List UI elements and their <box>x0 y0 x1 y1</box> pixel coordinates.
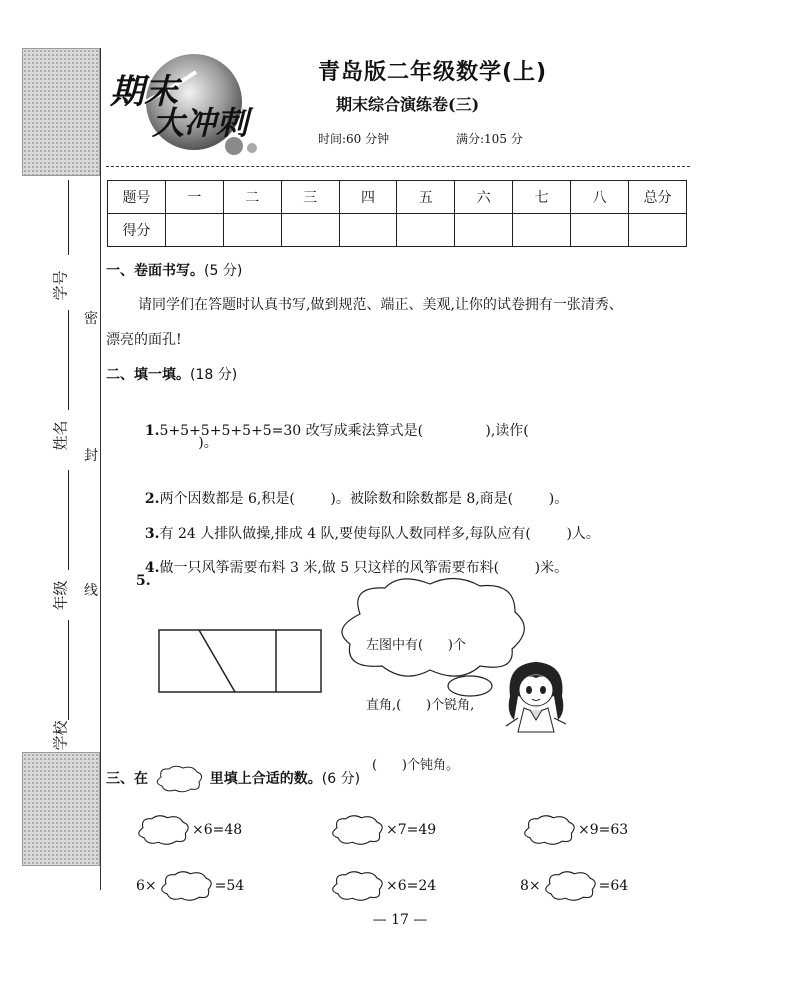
girl-illustration <box>496 656 576 734</box>
name-label: 姓名 <box>51 420 70 451</box>
answer-cloud[interactable] <box>328 870 386 902</box>
cloud-shape-icon <box>153 765 205 793</box>
question-2-text: 两个因数都是 6,积是( )。被除数和除数都是 8,商是( )。 <box>159 491 569 507</box>
grade-label: 年级 <box>51 580 70 611</box>
answer-cloud[interactable] <box>328 814 386 846</box>
equation-6 <box>520 870 628 902</box>
score-cell[interactable] <box>513 214 571 247</box>
score-table-score-row <box>108 214 687 247</box>
equation-2 <box>328 814 436 846</box>
exam-full-score: 满分:105 分 <box>456 132 523 146</box>
question-4-number: 4. <box>144 560 160 576</box>
angle-figure <box>150 620 330 700</box>
equation-1-text: ×6=48 <box>192 822 243 838</box>
equation-3-text: ×9=63 <box>578 822 629 838</box>
equation-3 <box>520 814 628 846</box>
grade-line <box>68 470 69 570</box>
section1-title: 一、卷面书写。 <box>106 263 204 279</box>
bubble-text <box>366 596 474 796</box>
score-table-header-row <box>108 181 687 214</box>
margin-pattern-bottom <box>22 752 100 866</box>
score-cell[interactable] <box>455 214 513 247</box>
score-header-cell: 题号 <box>108 181 166 214</box>
seal-xian: 线 <box>84 583 98 599</box>
seal-feng: 封 <box>84 448 98 464</box>
score-header-cell: 八 <box>571 181 629 214</box>
equation-5 <box>328 870 436 902</box>
answer-cloud[interactable] <box>134 814 192 846</box>
section2-title: 二、填一填。 <box>106 367 190 383</box>
score-cell[interactable] <box>629 214 687 247</box>
logo-text-1: 期末 <box>110 72 178 112</box>
score-row-label: 得分 <box>108 214 166 247</box>
question-5-number: 5. <box>136 573 151 589</box>
equation-6-post: =64 <box>598 878 629 894</box>
page-subtitle: 期末综合演练卷(三) <box>336 95 480 114</box>
school-label: 学校 <box>51 720 70 751</box>
question-1-number: 1. <box>144 423 160 439</box>
equation-5-text: ×6=24 <box>386 878 437 894</box>
score-header-cell: 七 <box>513 181 571 214</box>
question-1-line2: )。 <box>136 435 218 451</box>
answer-cloud[interactable] <box>520 814 578 846</box>
equation-4-post: =54 <box>214 878 245 894</box>
question-1-line1: 5+5+5+5+5+5=30 改写成乘法算式是( ),读作( <box>159 423 529 439</box>
equation-6-pre: 8× <box>520 878 541 894</box>
section2-points: (18 分) <box>190 367 238 383</box>
score-cell[interactable] <box>571 214 629 247</box>
logo-text-2: 大冲刺 <box>152 104 249 142</box>
question-4-text: 做一只风筝需要布料 3 米,做 5 只这样的风筝需要布料( )米。 <box>159 560 569 576</box>
binding-line <box>100 48 101 890</box>
question-3-number: 3. <box>144 526 160 542</box>
score-cell[interactable] <box>397 214 455 247</box>
score-header-cell: 四 <box>339 181 397 214</box>
section3-title-pre: 三、在 <box>106 771 148 787</box>
section1-heading <box>106 260 242 280</box>
score-cell[interactable] <box>165 214 223 247</box>
score-header-cell: 六 <box>455 181 513 214</box>
section3-title-post: 里填上合适的数。 <box>209 771 322 787</box>
school-line <box>68 620 69 720</box>
margin-pattern-top <box>22 48 100 176</box>
bubble-line-2: 直角,( )个锐角, <box>366 698 475 713</box>
answer-cloud[interactable] <box>541 870 599 902</box>
section1-text-line1: 请同学们在答题时认真书写,做到规范、端正、美观,让你的试卷拥有一张清秀、 <box>138 297 623 313</box>
page-title: 青岛版二年级数学(上) <box>318 60 548 85</box>
seal-mi: 密 <box>84 311 98 327</box>
question-2-number: 2. <box>144 491 160 507</box>
bubble-line-3: ( )个钝角。 <box>372 758 459 773</box>
question-3-text: 有 24 人排队做操,排成 4 队,要使每队人数同样多,每队应有( )人。 <box>159 526 600 542</box>
bubble-line-1: 左图中有( )个 <box>366 638 466 653</box>
score-cell[interactable] <box>281 214 339 247</box>
section1-text-line2: 漂亮的面孔! <box>106 332 182 348</box>
equation-4-pre: 6× <box>136 878 157 894</box>
name-line <box>68 310 69 410</box>
score-header-cell: 总分 <box>629 181 687 214</box>
score-table <box>107 180 687 247</box>
score-cell[interactable] <box>223 214 281 247</box>
equation-2-text: ×7=49 <box>386 822 437 838</box>
score-cell[interactable] <box>339 214 397 247</box>
header-divider <box>106 166 690 167</box>
student-no-line <box>68 180 69 255</box>
score-header-cell: 三 <box>281 181 339 214</box>
question-4 <box>136 535 568 579</box>
equation-1 <box>134 814 242 846</box>
equation-4 <box>136 870 244 902</box>
section2-heading <box>106 364 237 384</box>
score-header-cell: 一 <box>165 181 223 214</box>
answer-cloud[interactable] <box>157 870 215 902</box>
section3-heading <box>106 765 360 793</box>
score-header-cell: 五 <box>397 181 455 214</box>
page-number: — 17 — <box>372 912 428 928</box>
section3-points: (6 分) <box>321 771 361 787</box>
section1-points: (5 分) <box>204 263 243 279</box>
student-no-label: 学号 <box>51 270 70 301</box>
exam-time: 时间:60 分钟 <box>318 132 390 146</box>
score-header-cell: 二 <box>223 181 281 214</box>
